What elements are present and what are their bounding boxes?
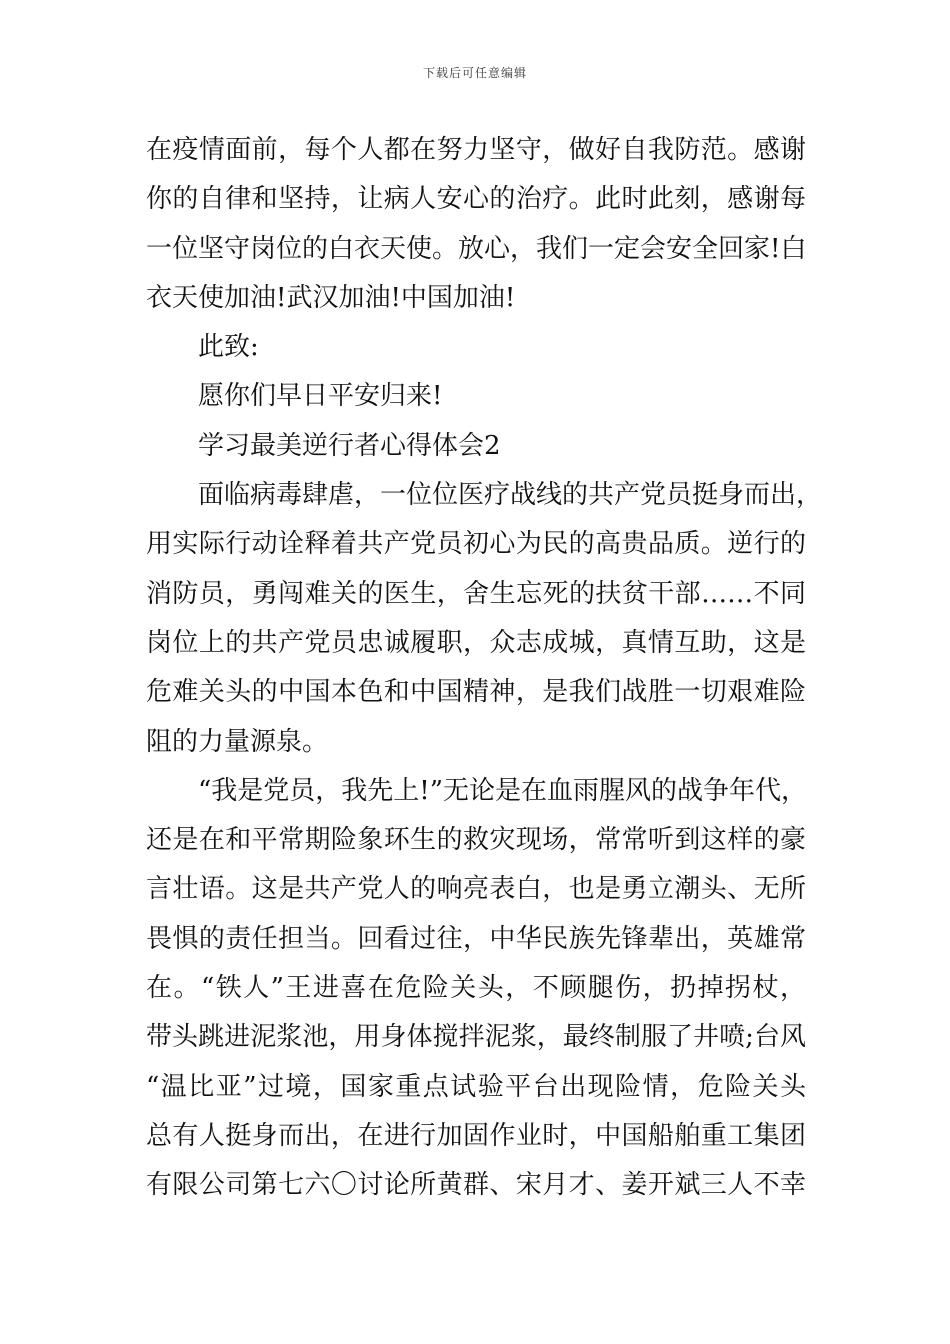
text-line: 畏惧的责任担当。回看过往，中华民族先锋辈出，英雄常 bbox=[146, 923, 806, 954]
text-line: 衣天使加油!武汉加油!中国加油! bbox=[146, 282, 516, 313]
text-line: 总有人挺身而出，在进行加固作业时，中国船舶重工集团 bbox=[146, 1120, 806, 1151]
text-line: 一位坚守岗位的白衣天使。放心，我们一定会安全回家!白 bbox=[146, 233, 807, 264]
salutation-line: 此致: bbox=[198, 332, 259, 363]
text-line: 言壮语。这是共产党人的响亮表白，也是勇立潮头、无所 bbox=[146, 874, 806, 905]
text-line: 带头跳进泥浆池，用身体搅拌泥浆，最终制服了井喷;台风 bbox=[146, 1022, 806, 1053]
text-line: 还是在和平常期险象环生的救灾现场，常常听到这样的豪 bbox=[146, 825, 806, 856]
text-line: “温比亚”过境，国家重点试验平台出现险情，危险关头 bbox=[146, 1071, 806, 1102]
text-line: 用实际行动诠释着共产党员初心为民的高贵品质。逆行的 bbox=[146, 529, 806, 560]
text-line: 有限公司第七六〇讨论所黄群、宋月才、姜开斌三人不幸 bbox=[146, 1170, 806, 1201]
text-line: 在。“铁人”王进喜在危险关头，不顾腿伤，扔掉拐杖， bbox=[146, 973, 806, 1004]
text-line: 阻的力量源泉。 bbox=[146, 726, 329, 757]
section-heading: 学习最美逆行者心得体会2 bbox=[198, 430, 501, 461]
document-body bbox=[146, 126, 823, 1211]
text-line: “我是党员，我先上!”无论是在血雨腥风的战争年代， bbox=[198, 775, 808, 806]
text-line: 消防员，勇闯难关的医生，舍生忘死的扶贫干部……不同 bbox=[146, 578, 806, 609]
text-line: 面临病毒肆虐，一位位医疗战线的共产党员挺身而出， bbox=[198, 480, 823, 511]
text-line: 岗位上的共产党员忠诚履职，众志成城，真情互助，这是 bbox=[146, 627, 806, 658]
text-line: 你的自律和坚持，让病人安心的治疗。此时此刻，感谢每 bbox=[146, 184, 806, 215]
closing-line: 愿你们早日平安归来! bbox=[198, 381, 443, 412]
page-header: 下载后可任意编辑 bbox=[422, 66, 527, 80]
text-line: 在疫情面前，每个人都在努力坚守，做好自我防范。感谢 bbox=[146, 135, 806, 165]
text-line: 危难关头的中国本色和中国精神，是我们战胜一切艰难险 bbox=[146, 677, 806, 708]
